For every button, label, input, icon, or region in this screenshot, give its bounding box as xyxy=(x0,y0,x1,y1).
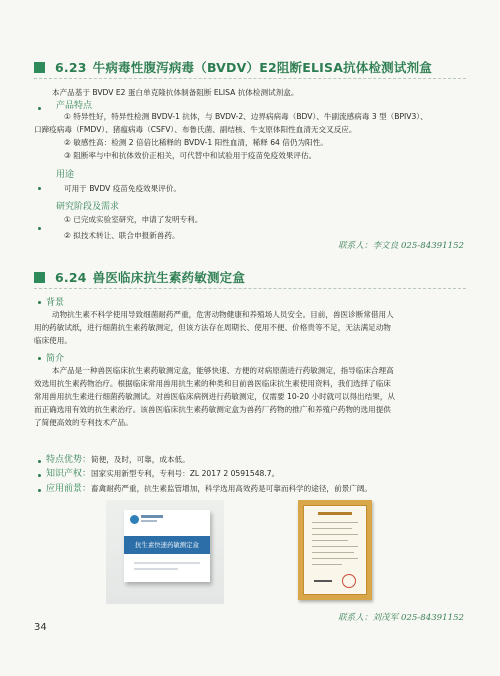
certificate-heading xyxy=(318,512,352,515)
brand-mark xyxy=(141,520,157,522)
intro-heading: 简介 xyxy=(46,354,65,364)
background-line: 用的药敏试纸，进行细菌抗生素药敏测定，但该方法存在周期长、使用不便、价格贵等不足，无法满足动物 xyxy=(34,323,391,332)
features-heading: 产品特点 xyxy=(56,101,93,111)
features-label: 特点优势： xyxy=(46,455,92,465)
ip-text: 国家实用新型专利，专利号：ZL 2017 2 0591548.7。 xyxy=(91,469,280,478)
usage-text: 可用于 BVDV 疫苗免疫效果评价。 xyxy=(64,184,182,193)
section-number: 6.24 xyxy=(55,269,87,285)
stage-line: ② 拟技术转让、联合申报新兽药。 xyxy=(64,231,180,240)
section-square-icon xyxy=(34,272,45,283)
features-text: 简便，及时，可靠，成本低。 xyxy=(91,455,190,464)
product-photo xyxy=(106,500,224,604)
feature-line: ③ 阻断率与中和抗体效价正相关，可代替中和试验用于疫苗免疫效果评估。 xyxy=(64,151,317,160)
certificate-paper xyxy=(303,505,367,595)
certificate-line xyxy=(312,540,348,541)
certificate-line xyxy=(312,534,358,535)
stage-line: ① 已完成实验室研究，申请了发明专利。 xyxy=(64,215,203,224)
certificate-line xyxy=(312,558,358,559)
usage-heading: 用途 xyxy=(56,170,75,180)
feature-line: ② 敏感性高：检测 2 倍倍比稀释的 BVDV-1 阳性血清，稀释 64 倍仍为阳性。 xyxy=(64,138,328,147)
bullet-icon xyxy=(38,357,41,360)
box-text-line xyxy=(134,562,200,564)
ip-row xyxy=(46,468,279,480)
background-heading: 背景 xyxy=(46,298,65,308)
bullet-icon xyxy=(38,301,41,304)
section-divider xyxy=(34,78,466,79)
patent-certificate xyxy=(298,500,372,600)
features-row xyxy=(46,454,190,466)
section-divider xyxy=(34,288,466,289)
section-title: 兽医临床抗生素药敏测定盒 xyxy=(92,270,246,285)
box-title: 抗生素快速药敏测定盒 xyxy=(135,541,199,549)
bullet-icon xyxy=(38,489,41,492)
product-box xyxy=(124,510,210,582)
prospect-row xyxy=(46,483,372,495)
feature-line: 口蹄疫病毒（FMDV）、猪瘟病毒（CSFV）、布鲁氏菌、副结核、牛支原体阳性血清无交叉反应。 xyxy=(34,125,357,134)
background-line: 临床使用。 xyxy=(34,336,72,345)
intro-text: 本产品基于 BVDV E2 蛋白单克隆抗体制备阻断 ELISA 抗体检测试剂盒。 xyxy=(52,88,299,97)
section-square-icon xyxy=(34,62,45,73)
section-title: 牛病毒性腹泻病毒（BVDV）E2阻断ELISA抗体检测试剂盒 xyxy=(92,60,432,75)
bullet-icon xyxy=(38,187,41,190)
bullet-icon xyxy=(38,227,41,230)
intro-line: 效选用抗生素药物治疗。根据临床常用兽用抗生素的种类和目前兽医临床抗生素使用资料，我们选择了临床 xyxy=(34,379,391,388)
brand-mark xyxy=(141,515,163,518)
certificate-line xyxy=(312,546,358,547)
stage-heading: 研究阶段及需求 xyxy=(56,202,120,212)
section-number: 6.23 xyxy=(55,59,87,75)
feature-line: ① 特异性好，特异性检测 BVDV-1 抗体，与 BVDV-2、边界病病毒（BDV）、牛副流感病毒 3 型（BPIV3）、 xyxy=(64,112,428,121)
prospect-text: 畜禽耐药严重，抗生素监管增加，科学选用高效药是可靠而科学的途径，前景广阔。 xyxy=(91,484,372,493)
contact-info: 联系人：李文良 025-84391152 xyxy=(338,241,464,251)
certificate-line xyxy=(312,564,342,565)
background-line: 动物抗生素不科学使用导致细菌耐药严重，危害动物健康和养殖场人员安全。目前，兽医诊断常借用人 xyxy=(52,310,394,319)
section-header-6-23 xyxy=(34,58,432,76)
brand-logo-icon xyxy=(130,515,139,524)
bullet-icon xyxy=(38,474,41,477)
bullet-icon xyxy=(38,107,41,110)
prospect-label: 应用前景： xyxy=(46,484,92,494)
intro-line: 常用兽用抗生素进行细菌药敏测试。对兽医临床病例进行药敏测定，仅需要 10-20 小时就可以得出结果，从 xyxy=(34,392,396,401)
ip-label: 知识产权： xyxy=(46,469,92,479)
intro-line: 而正确选用有效的抗生素治疗。该兽医临床抗生素药敏测定盒为兽药厂药物的推广和养殖户药物的选用提供 xyxy=(34,405,391,414)
certificate-line xyxy=(312,528,352,529)
signature xyxy=(314,580,332,582)
contact-info: 联系人：刘茂军 025-84391152 xyxy=(338,613,464,623)
page-number: 34 xyxy=(34,622,47,633)
certificate-line xyxy=(312,522,358,523)
bullet-icon xyxy=(38,460,41,463)
certificate-line xyxy=(312,552,354,553)
intro-line: 了简便高效的专利技术产品。 xyxy=(34,418,133,427)
box-text-line xyxy=(134,568,178,570)
section-header-6-24 xyxy=(34,268,245,286)
intro-line: 本产品是一种兽医临床抗生素药敏测定盒，能够快速、方便的对病原菌进行药敏测定，指导临床合理高 xyxy=(52,366,394,375)
official-seal-icon xyxy=(342,574,356,588)
